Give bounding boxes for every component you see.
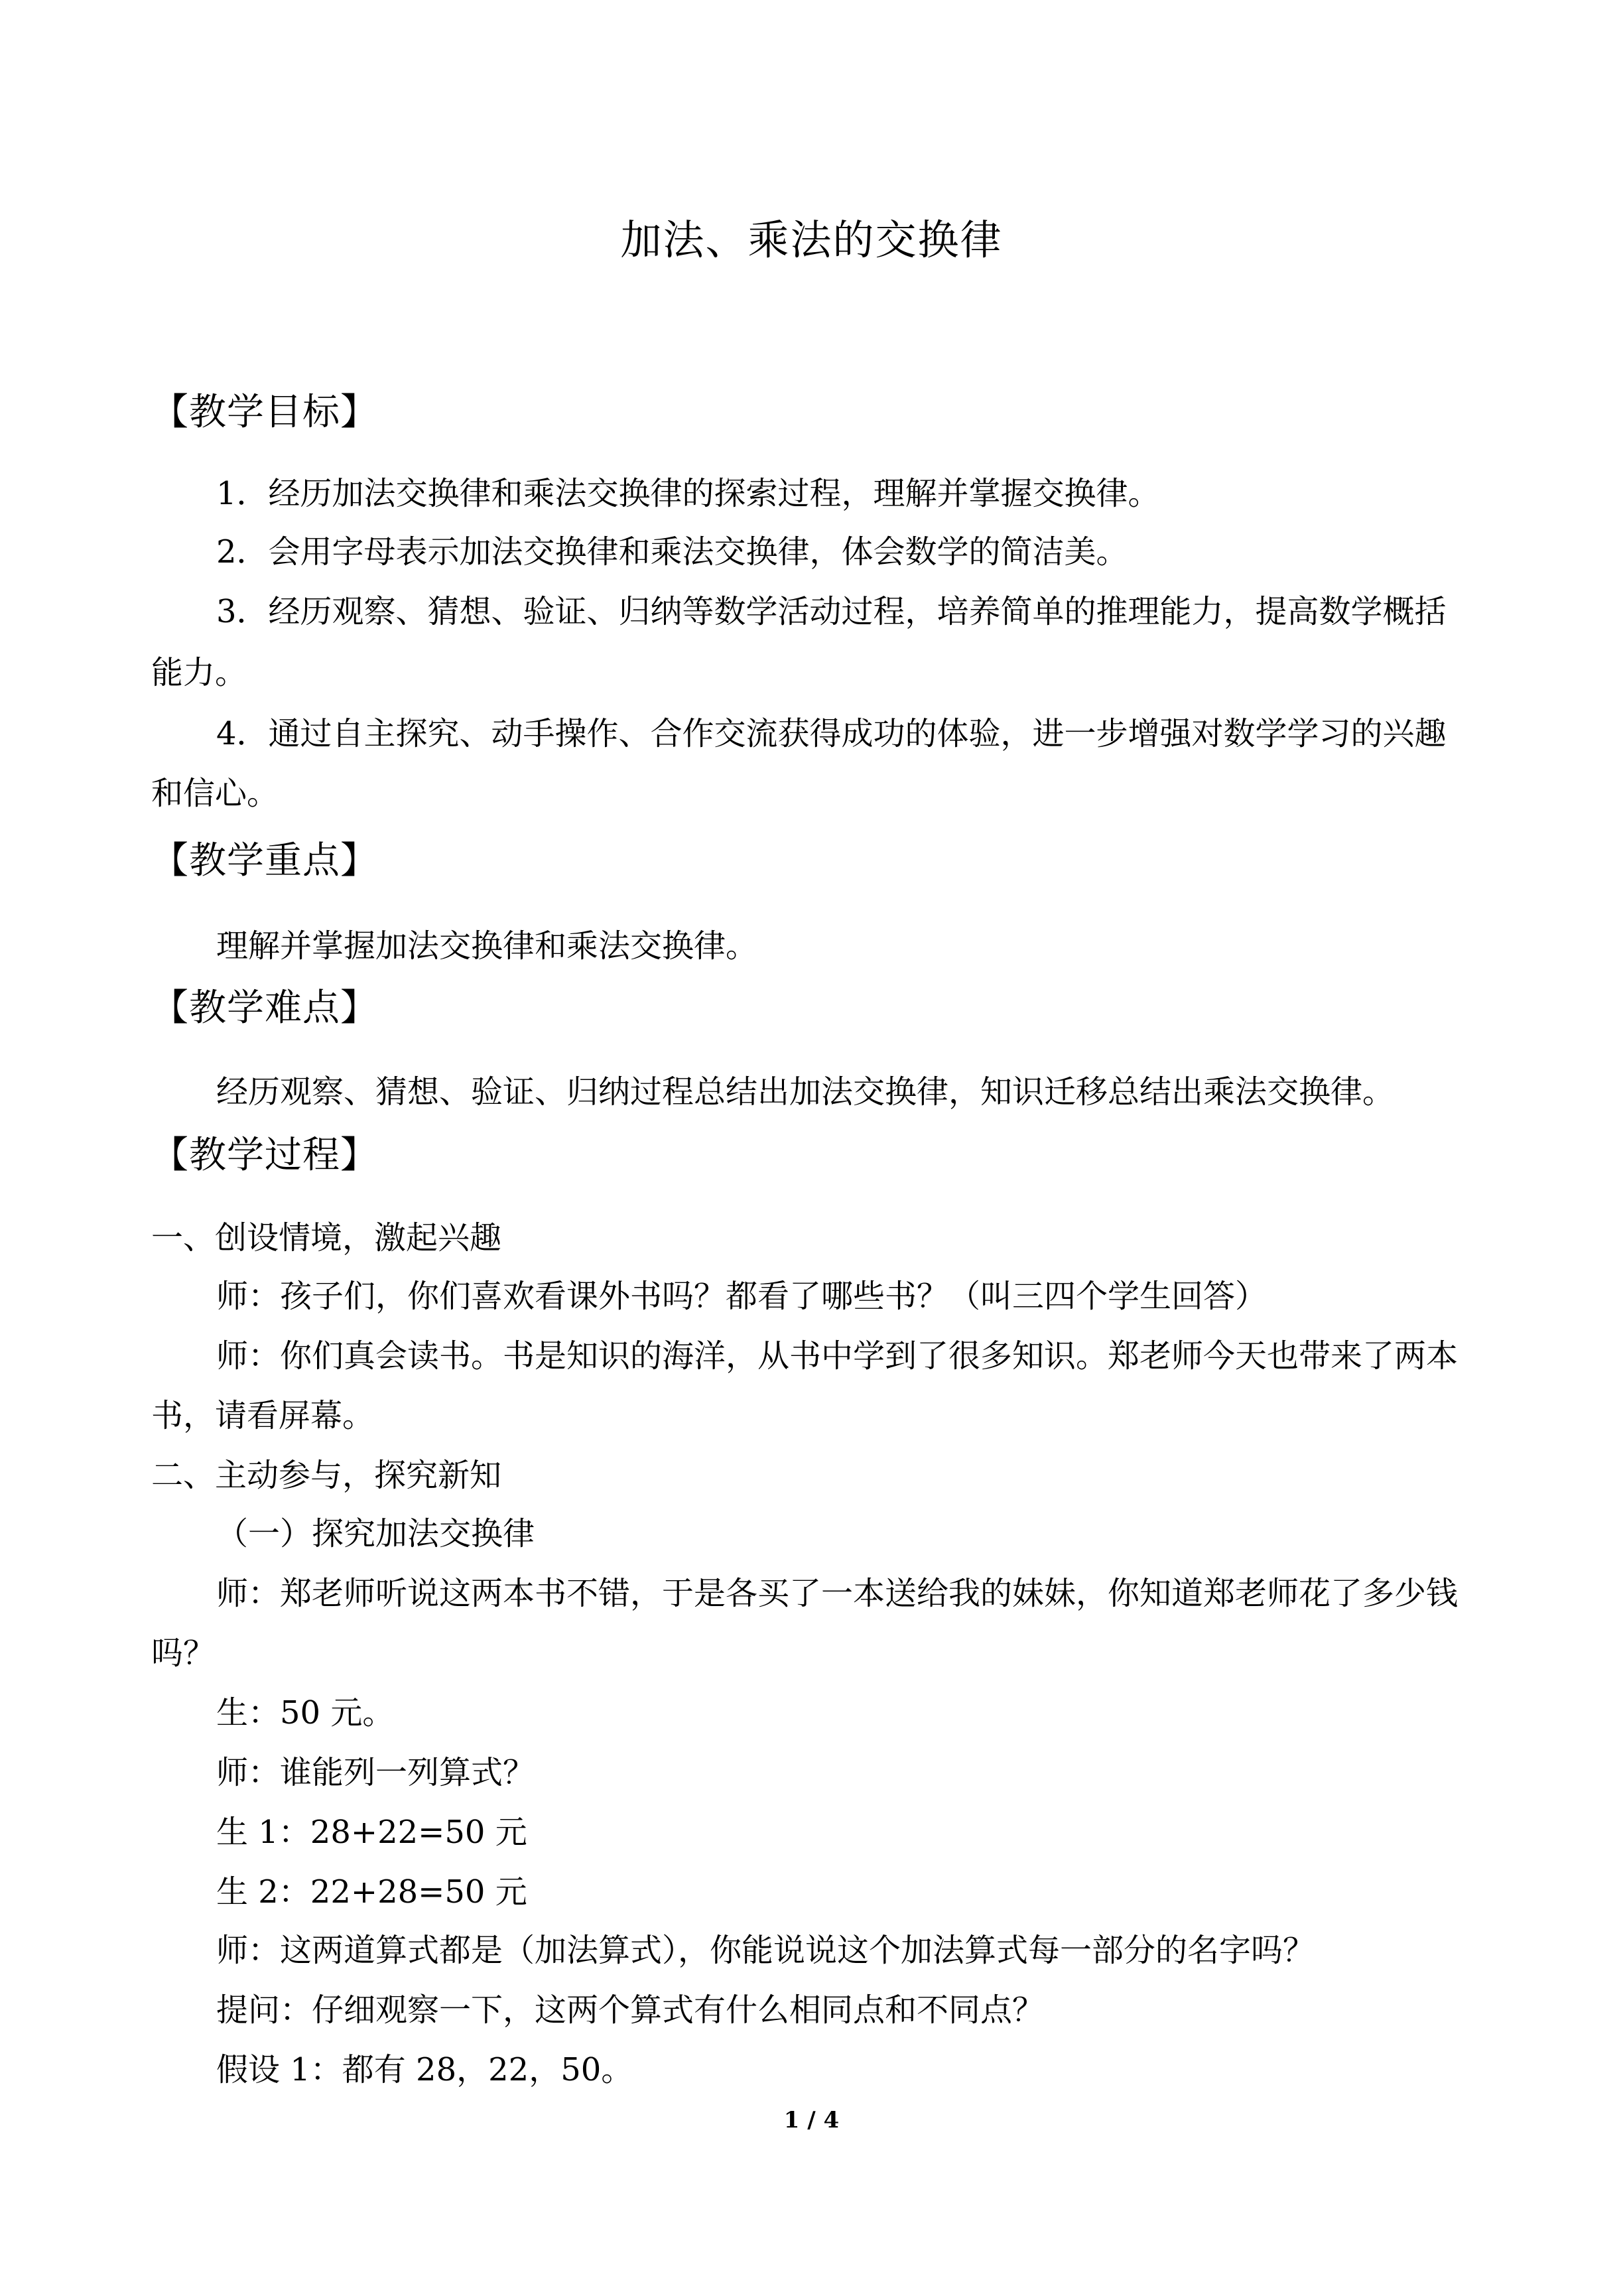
dialogue-line: 生 2：22+28=50 元 [216,1873,527,1911]
goal-3-cont: 能力。 [151,654,247,691]
dialogue-line: 假设 1：都有 28，22，50。 [216,2051,633,2088]
dialogue-line: 生 1：28+22=50 元 [216,1814,527,1851]
key-point-text: 理解并掌握加法交换律和乘法交换律。 [216,927,758,965]
dialogue-line-cont: 书，请看屏幕。 [151,1397,375,1434]
page-number: 1 / 4 [783,2107,840,2133]
goal-4-cont: 和信心。 [151,775,279,812]
page-title: 加法、乘法的交换律 [620,216,1003,264]
dialogue-line: 师：你们真会读书。书是知识的海洋，从书中学到了很多知识。郑老师今天也带来了两本 [216,1337,1459,1375]
dialogue-line: 师：谁能列一列算式？ [216,1754,535,1791]
goal-4: 4．通过自主探究、动手操作、合作交流获得成功的体验，进一步增强对数学学习的兴趣 [216,715,1447,752]
heading-process: 【教学过程】 [151,1134,378,1177]
dialogue-line: 师：这两道算式都是（加法算式），你能说说这个加法算式每一部分的名字吗？ [216,1932,1315,1969]
subsection-1-title: （一）探究加法交换律 [216,1515,535,1552]
goal-3: 3．经历观察、猜想、验证、归纳等数学活动过程，培养简单的推理能力，提高数学概括 [216,593,1447,630]
dialogue-line: 师：孩子们，你们喜欢看课外书吗？都看了哪些书？（叫三四个学生回答） [216,1278,1267,1315]
heading-goals: 【教学目标】 [151,391,378,434]
dialogue-line: 提问：仔细观察一下，这两个算式有什么相同点和不同点？ [216,1992,1045,2029]
dialogue-line: 师：郑老师听说这两本书不错，于是各买了一本送给我的妹妹，你知道郑老师花了多少钱 [216,1575,1459,1612]
heading-key-points: 【教学重点】 [151,839,378,882]
dialogue-line: 生：50 元。 [216,1694,395,1731]
heading-difficulties: 【教学难点】 [151,986,378,1030]
difficulty-text: 经历观察、猜想、验证、归纳过程总结出加法交换律，知识迁移总结出乘法交换律。 [216,1073,1395,1111]
goal-1: 1．经历加法交换律和乘法交换律的探索过程，理解并掌握交换律。 [216,475,1160,512]
goal-2: 2．会用字母表示加法交换律和乘法交换律，体会数学的简洁美。 [216,533,1128,571]
dialogue-line-cont: 吗？ [151,1635,216,1672]
section-1-title: 一、创设情境，激起兴趣 [151,1219,502,1256]
section-2-title: 二、主动参与，探究新知 [151,1457,502,1494]
